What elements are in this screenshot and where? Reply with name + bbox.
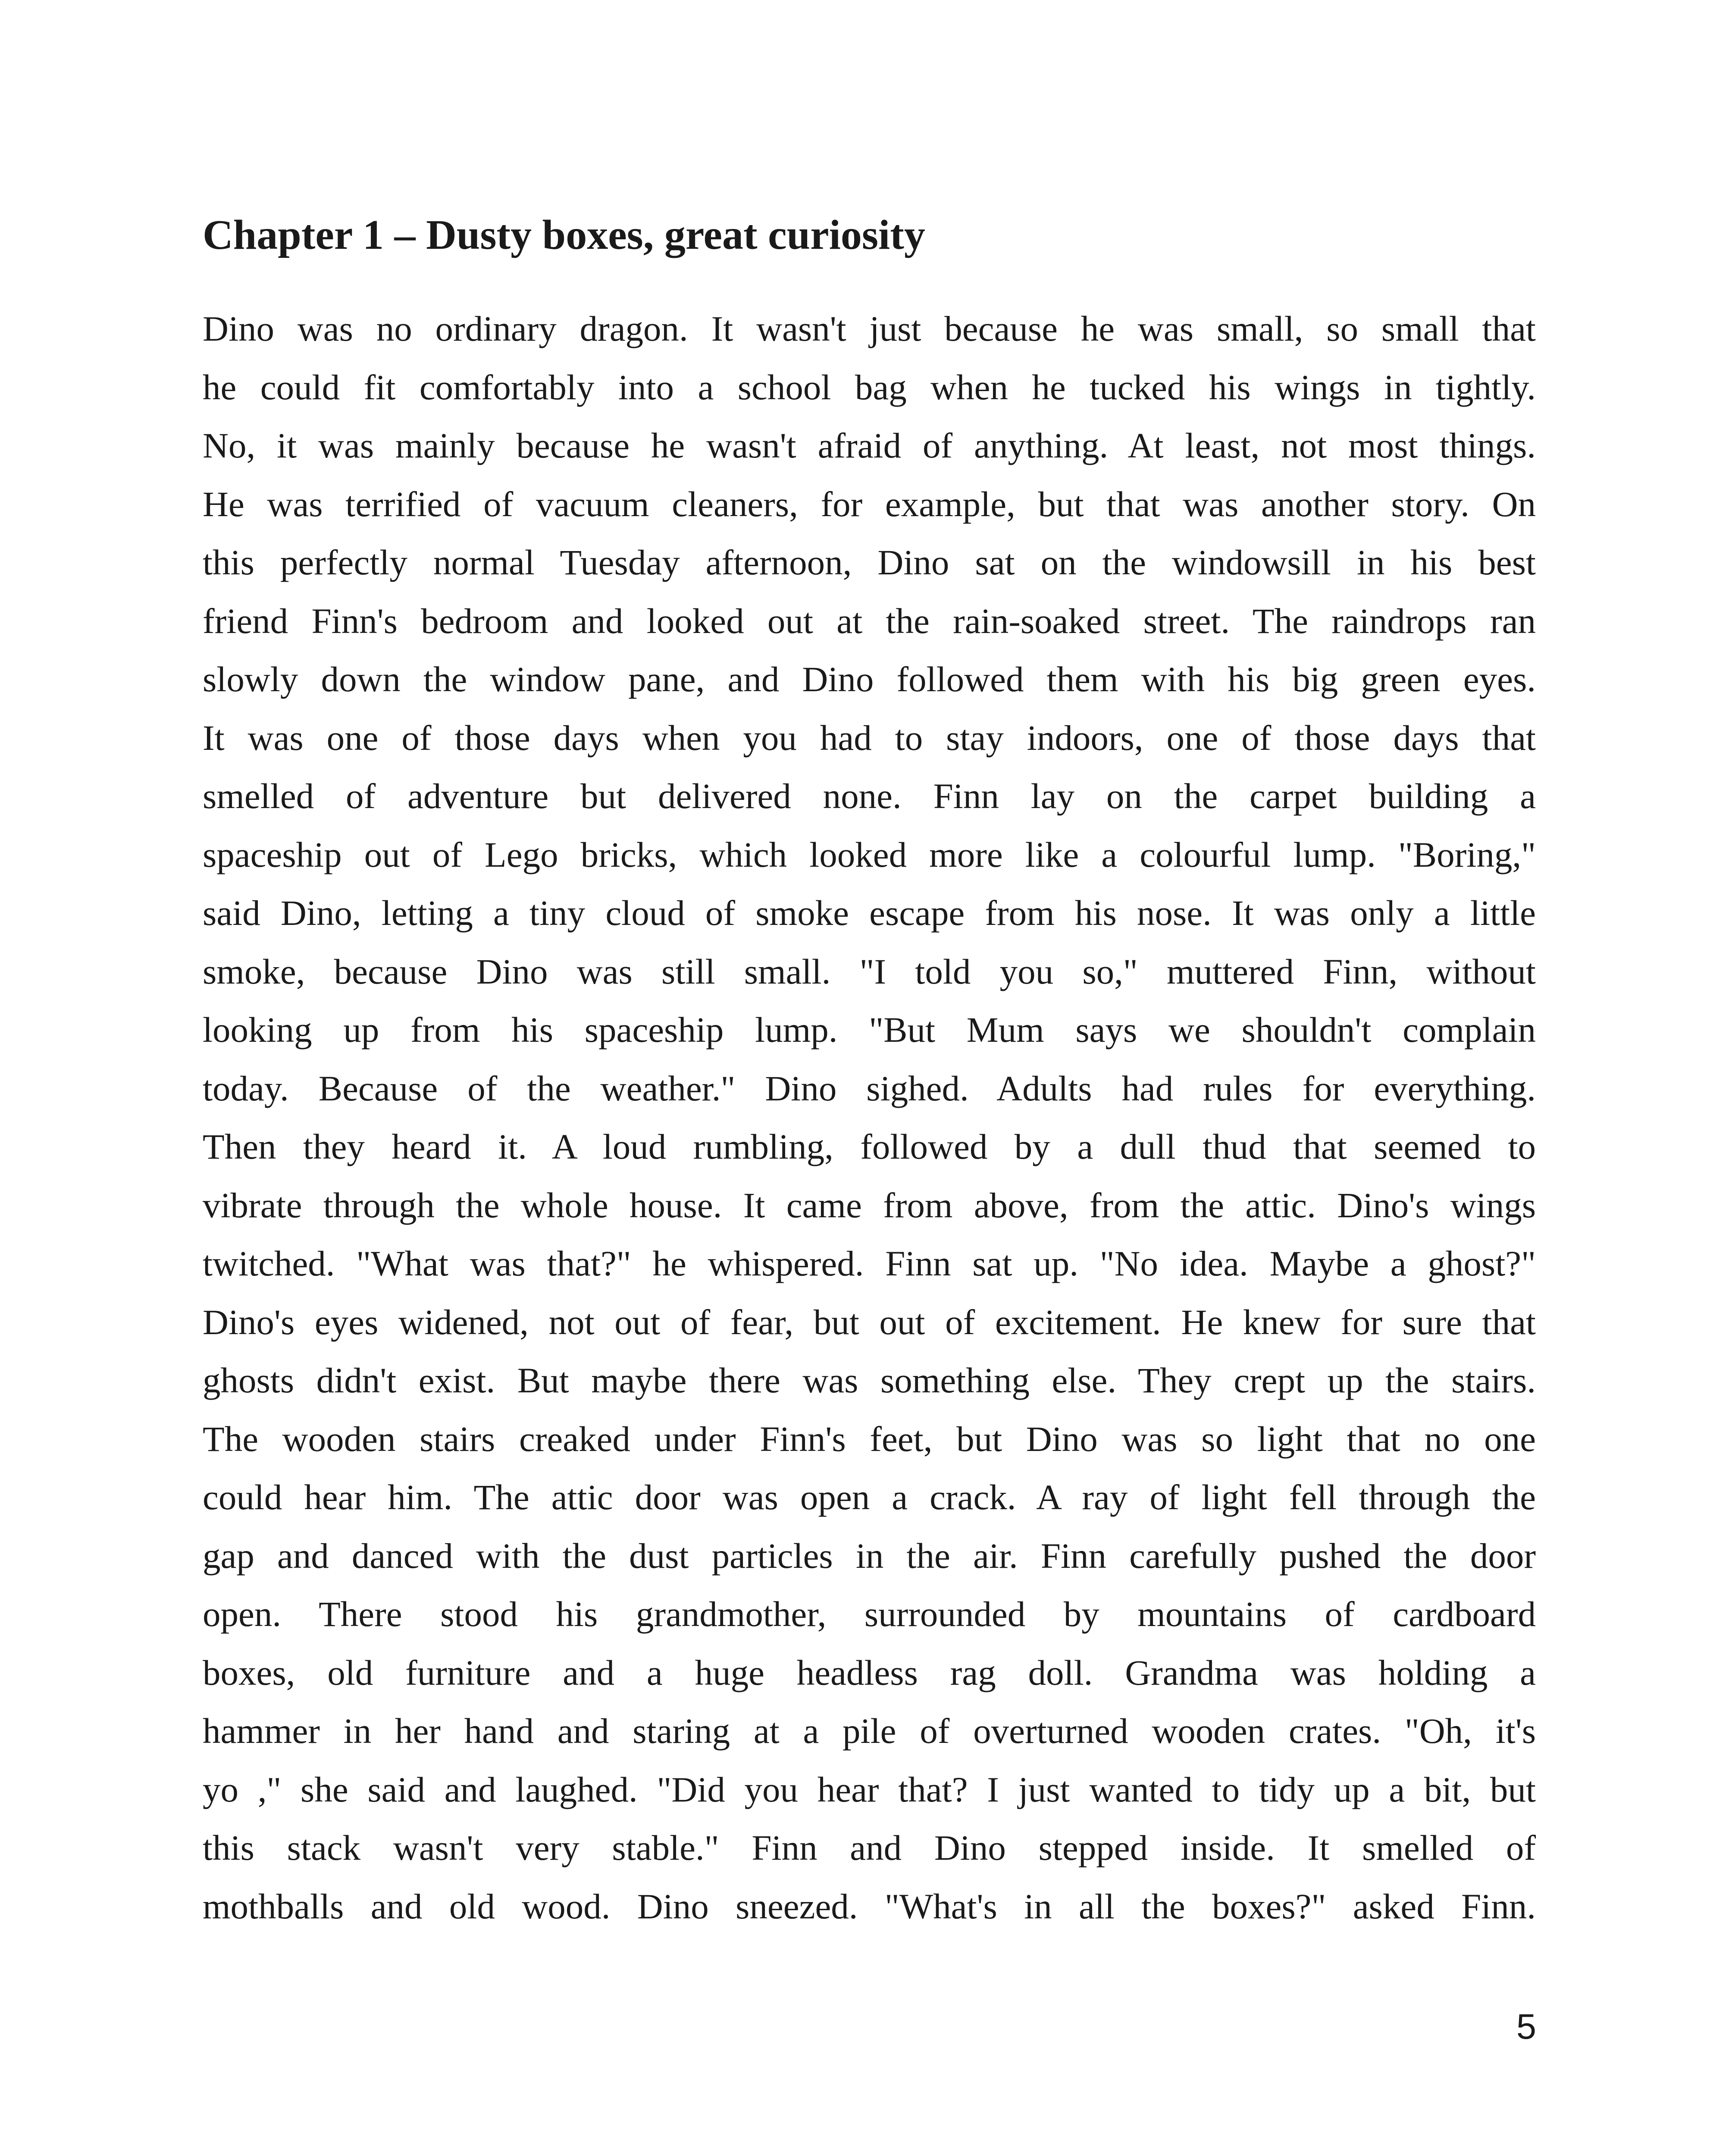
text-line: this perfectly normal Tuesday afternoon, Dino sat on the windowsill in his best [203, 542, 1536, 582]
text-line: Then they heard it. A loud rumbling, followed by a dull thud that seemed to [203, 1127, 1536, 1166]
text-line: Dino was no ordinary dragon. It wasn't just because he was small, so small that [203, 309, 1536, 348]
text-line: spaceship out of Lego bricks, which looked more like a colourful lump. "Boring," [203, 834, 1536, 874]
text-line: looking up from his spaceship lump. "But Mum says we shouldn't complain [203, 1010, 1536, 1050]
chapter-title: Chapter 1 – Dusty boxes, great curiosity [203, 212, 925, 258]
text-line: yo ," she said and laughed. "Did you hear that? I just wanted to tidy up a bit, but [203, 1769, 1536, 1809]
text-line: No, it was mainly because he wasn't afraid of anything. At least, not most things. [203, 426, 1536, 465]
text-line: He was terrified of vacuum cleaners, for example, but that was another story. On [203, 484, 1536, 524]
text-line: mothballs and old wood. Dino sneezed. "What's in all the boxes?" asked Finn. [203, 1886, 1536, 1926]
text-line: boxes, old furniture and a huge headless rag doll. Grandma was holding a [203, 1652, 1536, 1692]
text-line: said Dino, letting a tiny cloud of smoke escape from his nose. It was only a little [203, 893, 1536, 933]
text-line: slowly down the window pane, and Dino followed them with his big green eyes. [203, 659, 1536, 699]
text-line: today. Because of the weather." Dino sighed. Adults had rules for everything. [203, 1068, 1536, 1108]
text-line: twitched. "What was that?" he whispered. Finn sat up. "No idea. Maybe a ghost?" [203, 1244, 1536, 1283]
text-line: he could fit comfortably into a school bag when he tucked his wings in tightly. [203, 367, 1536, 407]
text-line: could hear him. The attic door was open a crack. A ray of light fell through the [203, 1477, 1536, 1517]
text-line: hammer in her hand and staring at a pile of overturned wooden crates. "Oh, it's [203, 1711, 1536, 1751]
text-line: friend Finn's bedroom and looked out at the rain-soaked street. The raindrops ran [203, 601, 1536, 641]
text-line: It was one of those days when you had to stay indoors, one of those days that [203, 718, 1536, 758]
text-line: this stack wasn't very stable." Finn and Dino stepped inside. It smelled of [203, 1828, 1536, 1868]
text-line: Dino's eyes widened, not out of fear, but out of excitement. He knew for sure that [203, 1302, 1536, 1342]
text-line: open. There stood his grandmother, surrounded by mountains of cardboard [203, 1594, 1536, 1634]
page-number: 5 [1516, 2006, 1536, 2046]
text-line: The wooden stairs creaked under Finn's feet, but Dino was so light that no one [203, 1419, 1536, 1459]
text-line: smoke, because Dino was still small. "I told you so," muttered Finn, without [203, 951, 1536, 991]
text-line: vibrate through the whole house. It came from above, from the attic. Dino's wings [203, 1185, 1536, 1225]
chapter-body-text [203, 300, 1536, 1936]
text-line: smelled of adventure but delivered none. Finn lay on the carpet building a [203, 776, 1536, 816]
text-line: gap and danced with the dust particles in the air. Finn carefully pushed the door [203, 1536, 1536, 1576]
text-line: ghosts didn't exist. But maybe there was something else. They crept up the stairs. [203, 1360, 1536, 1400]
